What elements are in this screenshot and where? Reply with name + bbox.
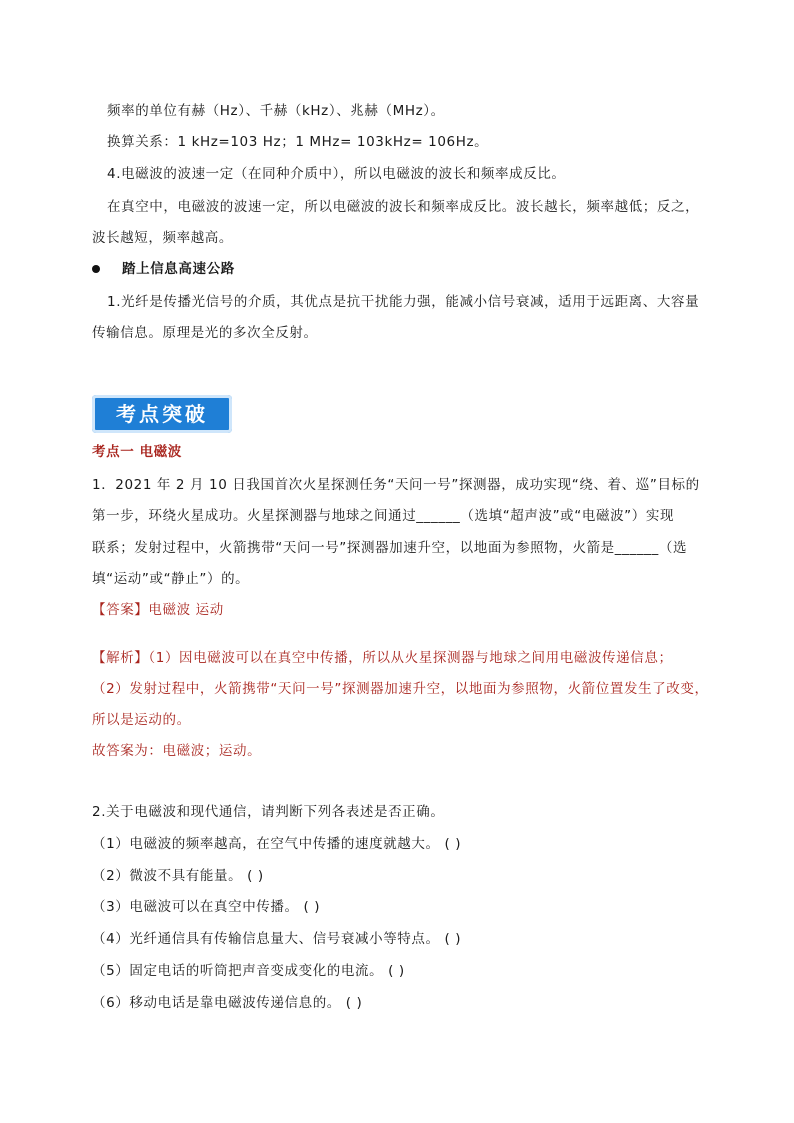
vacuum-text-line1: 在真空中，电磁波的波速一定，所以电磁波的波长和频率成反比。波长越长，频率越低；反之， bbox=[107, 199, 700, 215]
point-4-text: 4.电磁波的波速一定（在同种介质中），所以电磁波的波长和频率成反比。 bbox=[107, 166, 566, 182]
q2-item: （5）固定电话的听筒把声音变成变化的电流。 ( ) bbox=[92, 963, 405, 979]
q1-line3: 联系；发射过程中，火箭携带“天问一号”探测器加速升空，以地面为参照物，火箭是______（选 bbox=[92, 540, 688, 556]
frequency-units-text: 频率的单位有赫（Hz）、千赫（kHz）、兆赫（MHz）。 bbox=[107, 103, 445, 119]
q1-analysis-line1: 【解析】（1）因电磁波可以在真空中传播，所以从火星探测器与地球之间用电磁波传递信息； bbox=[92, 650, 673, 666]
section-badge bbox=[92, 395, 232, 433]
q1-answer: 【答案】电磁波 运动 bbox=[92, 602, 224, 618]
q2-item: （1）电磁波的频率越高，在空气中传播的速度就越大。 ( ) bbox=[92, 836, 462, 852]
conversion-text: 换算关系：1 kHz=103 Hz；1 MHz= 103kHz= 106Hz。 bbox=[107, 134, 489, 150]
q1-analysis-line3: 所以是运动的。 bbox=[92, 712, 191, 728]
section-badge-label: 考点突破 bbox=[116, 402, 208, 426]
vacuum-text-line2: 波长越短，频率越高。 bbox=[92, 230, 233, 246]
q2-item: （2）微波不具有能量。 ( ) bbox=[92, 868, 264, 884]
q1-line2: 第一步，环绕火星成功。火星探测器与地球之间通过______（选填“超声波”或“电磁波”）实现 bbox=[92, 508, 675, 524]
q2-item: （4）光纤通信具有传输信息量大、信号衰减小等特点。 ( ) bbox=[92, 931, 462, 947]
q1-analysis-line2: （2）发射过程中，火箭携带“天问一号”探测器加速升空，以地面为参照物，火箭位置发生了改变， bbox=[92, 681, 709, 697]
q2-stem: 2.关于电磁波和现代通信，请判断下列各表述是否正确。 bbox=[92, 804, 445, 820]
q2-item: （3）电磁波可以在真空中传播。 ( ) bbox=[92, 899, 321, 915]
fiber-text-line2: 传输信息。原理是光的多次全反射。 bbox=[92, 325, 318, 341]
q1-analysis-line4: 故答案为：电磁波；运动。 bbox=[92, 743, 262, 759]
exam-point-title: 考点一 电磁波 bbox=[92, 444, 182, 460]
highway-heading: 踏上信息高速公路 bbox=[122, 261, 235, 277]
q2-item: （6）移动电话是靠电磁波传递信息的。 ( ) bbox=[92, 995, 363, 1011]
q1-line1: 1．2021 年 2 月 10 日我国首次火星探测任务“天问一号”探测器，成功实现“绕、着、巡”目标的 bbox=[92, 477, 700, 493]
bullet-icon bbox=[92, 265, 100, 273]
q1-line4: 填“运动”或“静止”）的。 bbox=[92, 571, 250, 587]
fiber-text-line1: 1.光纤是传播光信号的介质，其优点是抗干扰能力强，能减小信号衰减，适用于远距离、大容量 bbox=[107, 294, 700, 310]
